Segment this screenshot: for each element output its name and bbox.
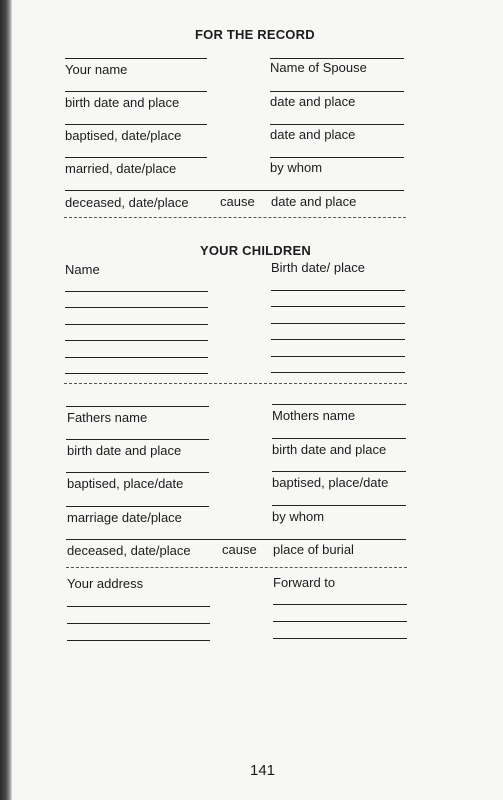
address-line[interactable] [67, 623, 210, 624]
mother-baptised-label: baptised, place/date [272, 475, 389, 490]
spouse-birth-label: date and place [270, 94, 356, 109]
forward-to-label: Forward to [273, 575, 336, 590]
birth-line[interactable] [65, 91, 207, 92]
birth-label: birth date and place [65, 95, 180, 110]
forward-line[interactable] [273, 621, 407, 622]
child-name-line[interactable] [65, 307, 208, 308]
child-name-line[interactable] [65, 373, 208, 374]
address-line[interactable] [67, 640, 210, 641]
child-name-line[interactable] [65, 357, 208, 358]
mothers-name-label: Mothers name [272, 408, 356, 423]
child-name-line[interactable] [65, 340, 208, 341]
father-birth-label: birth date and place [67, 443, 182, 458]
mother-baptised-line[interactable] [272, 471, 406, 472]
child-birth-line[interactable] [271, 372, 405, 373]
married-label: married, date/place [65, 161, 177, 176]
your-address-label: Your address [67, 576, 144, 591]
address-line[interactable] [67, 606, 210, 607]
mother-birth-line[interactable] [272, 438, 406, 439]
deceased-label: deceased, date/place [65, 195, 189, 210]
fathers-name-line[interactable] [66, 406, 209, 407]
section-title-record: FOR THE RECORD [195, 27, 315, 42]
spouse-name-label: Name of Spouse [270, 60, 367, 75]
parents-by-whom-line[interactable] [272, 505, 406, 506]
child-name-line[interactable] [65, 291, 208, 292]
child-birth-line[interactable] [271, 339, 405, 340]
parents-deceased-line[interactable] [66, 539, 406, 540]
spouse-name-line[interactable] [270, 58, 404, 59]
marriage-label: marriage date/place [67, 510, 182, 525]
marriage-line[interactable] [66, 506, 209, 507]
spouse-deceased-label: date and place [271, 194, 357, 209]
section-divider [64, 217, 406, 218]
spouse-baptised-line[interactable] [270, 124, 404, 125]
forward-line[interactable] [273, 638, 407, 639]
fathers-name-label: Fathers name [67, 410, 148, 425]
by-whom-line[interactable] [270, 157, 404, 158]
your-name-line[interactable] [65, 58, 207, 59]
spouse-birth-line[interactable] [270, 91, 404, 92]
burial-label: place of burial [273, 542, 354, 557]
parents-by-whom-label: by whom [272, 509, 325, 524]
married-line[interactable] [65, 157, 207, 158]
forward-line[interactable] [273, 604, 407, 605]
by-whom-label: by whom [270, 160, 323, 175]
child-birth-line[interactable] [271, 306, 405, 307]
section-divider [64, 383, 407, 384]
child-name-line[interactable] [65, 324, 208, 325]
section-divider [66, 567, 407, 568]
children-birth-header: Birth date/ place [271, 260, 365, 275]
father-birth-line[interactable] [66, 439, 209, 440]
page-number: 141 [250, 762, 276, 779]
parents-cause-label: cause [222, 542, 257, 557]
father-baptised-label: baptised, place/date [67, 476, 184, 491]
child-birth-line[interactable] [271, 356, 405, 357]
mother-birth-label: birth date and place [272, 442, 387, 457]
spouse-baptised-label: date and place [270, 127, 356, 142]
section-title-children: YOUR CHILDREN [200, 243, 311, 258]
children-name-header: Name [65, 262, 100, 277]
father-baptised-line[interactable] [66, 472, 209, 473]
child-birth-line[interactable] [271, 323, 405, 324]
mothers-name-line[interactable] [272, 404, 406, 405]
parents-deceased-label: deceased, date/place [67, 543, 191, 558]
baptised-label: baptised, date/place [65, 128, 182, 143]
child-birth-line[interactable] [271, 290, 405, 291]
your-name-label: Your name [65, 62, 128, 77]
deceased-line[interactable] [65, 190, 404, 191]
baptised-line[interactable] [65, 124, 207, 125]
cause-label: cause [220, 194, 255, 209]
